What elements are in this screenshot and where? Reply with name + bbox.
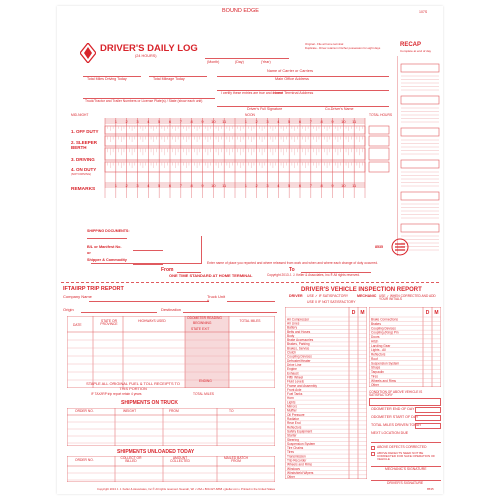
inspection-item: Brake Connections bbox=[371, 317, 398, 322]
inspection-item: Coupling Devices bbox=[287, 354, 312, 359]
inspection-item: Windows bbox=[287, 466, 300, 471]
inspection-item: Roof bbox=[371, 356, 378, 361]
defects-corrected-label: ABOVE DEFECTS CORRECTED bbox=[377, 445, 427, 449]
hour-tick-label-bottom: 4 bbox=[277, 183, 280, 188]
form-number: 107S bbox=[419, 10, 428, 14]
col-d-header: D bbox=[351, 310, 356, 316]
hour-tick-label: 6 bbox=[298, 119, 302, 124]
shipments-on-truck-table[interactable] bbox=[67, 408, 275, 446]
use-x-not-satisfactory: USE X IF NOT SATISFACTORY bbox=[307, 300, 356, 304]
inspection-item: Drive Line bbox=[287, 363, 302, 368]
hour-tick-label: 6 bbox=[168, 119, 172, 124]
total-miles-label: Total Miles Driving Today bbox=[87, 77, 127, 81]
hour-tick-label-bottom: 9 bbox=[201, 183, 204, 188]
inspection-item: Fluid Levels bbox=[287, 379, 305, 384]
hour-tick-label: 10 bbox=[341, 119, 346, 124]
shipments-on-truck-title: SHIPMENTS ON TRUCK bbox=[121, 400, 178, 406]
col-from: FROM bbox=[169, 409, 179, 413]
hour-tick-label-bottom: 7 bbox=[179, 183, 182, 188]
mechanic-label: MECHANIC bbox=[357, 294, 377, 298]
total-miles-today-field[interactable] bbox=[415, 423, 441, 429]
hour-tick-label-bottom: 8 bbox=[190, 183, 193, 188]
inspection-item: Hitch bbox=[371, 339, 379, 344]
hour-tick-label: 1 bbox=[244, 119, 247, 124]
day-label: (Day) bbox=[235, 60, 244, 64]
inspection-item: Lights bbox=[287, 400, 296, 405]
inspection-item: Straps bbox=[371, 365, 381, 370]
inspection-item: Doors bbox=[371, 335, 380, 339]
inspection-item: Other bbox=[287, 475, 295, 479]
row-on-duty: 4. ON DUTY bbox=[71, 167, 97, 172]
stamp-icon bbox=[391, 238, 409, 261]
hour-tick-label: 3 bbox=[266, 119, 269, 124]
inspection-item: Fifth Wheel bbox=[287, 375, 304, 380]
log-title: DRIVER'S DAILY LOG bbox=[100, 43, 198, 54]
shipper-commodity-label: Shipper & Commodity bbox=[87, 258, 127, 262]
enter-name-note: Enter name of place you reported and where released from work and when and where each change of duty occurred. bbox=[207, 261, 378, 265]
col-m-header: M bbox=[434, 310, 439, 316]
inspection-item: Air Compressor bbox=[287, 317, 310, 322]
staple-sub: IF TAX/IRP trip report retain 4 years bbox=[91, 392, 142, 396]
hour-tick-label: 10 bbox=[211, 119, 216, 124]
col-order-no-2: ORDER NO. bbox=[75, 458, 94, 462]
hour-tick-label-bottom: 2 bbox=[255, 183, 258, 188]
inspection-item: Suspension System bbox=[371, 361, 400, 366]
col-total-miles: TOTAL MILES bbox=[239, 319, 261, 323]
inspection-item: Tire Chains bbox=[287, 446, 304, 451]
inspection-item: Frame and Assembly bbox=[287, 383, 317, 388]
total-miles-label-ifta: TOTAL MILES bbox=[193, 392, 215, 396]
staple-note: STAPLE ALL ORIGINAL FUEL & TOLL RECEIPTS TO THIS PORTION bbox=[86, 381, 180, 391]
remarks-label: REMARKS bbox=[71, 187, 96, 192]
inspection-item: Landing Gear bbox=[371, 343, 391, 348]
inspection-item: Windshield Wipers bbox=[287, 471, 314, 476]
recap-title: RECAP bbox=[400, 42, 422, 48]
tractor-numbers-label: Truck/Tractor and Trailer Numbers or License Plate(s) / State (show each unit) bbox=[85, 99, 203, 103]
hour-tick-label: 4 bbox=[277, 119, 280, 124]
inspection-item: Defroster/Heater bbox=[287, 358, 311, 363]
destination-label: Destination bbox=[161, 307, 182, 312]
inspection-item: Fuel Tanks bbox=[287, 392, 303, 397]
hour-tick-label: 7 bbox=[179, 119, 182, 124]
carrier-name-label: Name of Carrier or Carriers bbox=[267, 69, 313, 73]
inspection-item: Tires bbox=[287, 450, 294, 455]
mid-night-label: MID-NIGHT bbox=[71, 113, 89, 117]
hour-tick-label: 8 bbox=[190, 119, 193, 124]
inspection-item: Safety Equipment bbox=[287, 429, 313, 434]
inspection-item: Brake Accessories bbox=[287, 338, 314, 343]
inspection-item: Belts and Hoses bbox=[287, 329, 311, 334]
hour-tick-label-bottom: 3 bbox=[266, 183, 269, 188]
driver-label: DRIVER bbox=[289, 294, 303, 298]
hour-tick-label-bottom: 10 bbox=[341, 183, 346, 188]
inspection-item: Clutch bbox=[287, 350, 297, 355]
hour-tick-label: 2 bbox=[255, 119, 258, 124]
hour-tick-label: 8 bbox=[320, 119, 323, 124]
drivers-signature-label: Driver's Full Signature bbox=[247, 107, 283, 111]
drivers-daily-log-form bbox=[57, 6, 443, 494]
inspection-item: Suspension System bbox=[287, 441, 316, 446]
hour-tick-label: 5 bbox=[288, 119, 291, 124]
origin-label: Origin bbox=[63, 307, 74, 312]
row-on-duty-sub: (NOT DRIVING) bbox=[71, 172, 92, 176]
total-miles-today-label: TOTAL MILES DRIVEN TODAY bbox=[371, 423, 422, 427]
hour-tick-label-bottom: 10 bbox=[211, 183, 216, 188]
hour-tick-label-bottom: 7 bbox=[309, 183, 312, 188]
col-mailed: MAILED BATCH FROM bbox=[223, 456, 249, 464]
hour-tick-label: 11 bbox=[222, 119, 227, 124]
truck-label: Truck Unit # bbox=[207, 294, 226, 303]
hour-tick-label: 5 bbox=[158, 119, 161, 124]
inspection-item: Steering bbox=[287, 437, 299, 442]
hour-tick-label: 3 bbox=[136, 119, 139, 124]
company-label: Company Name bbox=[63, 294, 92, 299]
inspection-item: Rear End bbox=[287, 421, 301, 426]
col-highways: HIGHWAYS USED bbox=[138, 319, 166, 323]
ifta-title: IFTA/IRP TRIP REPORT bbox=[63, 286, 124, 292]
hour-tick-label-bottom: 11 bbox=[352, 183, 357, 188]
inspection-item: Oil Pressure bbox=[287, 412, 305, 417]
inspection-item: Radiator bbox=[287, 417, 300, 422]
hour-tick-label-bottom: 9 bbox=[331, 183, 334, 188]
inspection-title: DRIVER'S VEHICLE INSPECTION REPORT bbox=[301, 287, 422, 293]
inspection-item: Transmission bbox=[287, 454, 306, 459]
footer-copyright: Copyright 2013 J. J. Keller & Associates, Inc.® All rights reserved. Neenah, WI • USA • 800-327-6868 • jjkeller.com • Printed in the United States bbox=[97, 487, 276, 491]
hour-tick-label-bottom: 6 bbox=[298, 183, 302, 188]
home-terminal-label: Home Terminal Address bbox=[273, 91, 314, 95]
total-mileage-label: Total Mileage Today bbox=[153, 77, 185, 81]
certify-label: I certify these entries are true and correct bbox=[221, 91, 283, 95]
col-beginning: BEGINNING bbox=[193, 321, 212, 325]
bl-manifest-label: B/L or Manifest No. bbox=[87, 245, 122, 249]
shipping-docs-label: SHIPPING DOCUMENTS: bbox=[87, 229, 130, 233]
inspection-item: Tarpaulin bbox=[371, 370, 384, 374]
bound-edge-label: BOUND EDGE bbox=[222, 8, 259, 14]
hour-tick-label: 9 bbox=[201, 119, 204, 124]
hour-tick-label: 2 bbox=[125, 119, 128, 124]
hour-tick-label: 1 bbox=[114, 119, 117, 124]
inspection-item: Body bbox=[287, 333, 295, 338]
trailer-inspection-list[interactable] bbox=[369, 307, 441, 387]
inspection-item: Brakes, Service bbox=[287, 346, 310, 351]
col-state-exit: STATE EXIT bbox=[191, 327, 210, 331]
or-label: or bbox=[87, 251, 91, 255]
total-hours-label: TOTAL HOURS bbox=[369, 113, 393, 117]
row-driving: 3. DRIVING bbox=[71, 157, 95, 162]
main-office-label: Main Office Address bbox=[275, 77, 309, 81]
defects-need-not-label: ABOVE DEFECTS NEED NOT BE CORRECTED FOR SAFE OPERATION OF VEHICLE bbox=[377, 451, 436, 461]
hour-tick-label: 11 bbox=[352, 119, 357, 124]
hour-tick-label-bottom: 6 bbox=[168, 183, 172, 188]
col-m-header: M bbox=[360, 310, 365, 316]
inspection-item: Reflectors bbox=[371, 352, 386, 357]
condition-box[interactable] bbox=[369, 398, 441, 406]
copyright-top: Copyright 2013 J. J. Keller & Associates, Inc.® All rights reserved. bbox=[267, 273, 360, 277]
inspection-item: Reflectors bbox=[287, 425, 302, 430]
use-check-satisfactory: USE ✓ IF SATISFACTORY bbox=[307, 294, 349, 298]
inspection-item: Starter bbox=[287, 433, 297, 438]
ending-label: ENDING bbox=[199, 379, 212, 383]
year-label: (Year) bbox=[261, 60, 271, 64]
month-label: (Month) bbox=[207, 60, 220, 64]
odometer-start-field[interactable] bbox=[415, 415, 441, 421]
inspection-item: Front Axle bbox=[287, 387, 302, 392]
hour-tick-label-bottom: 5 bbox=[288, 183, 291, 188]
footer-form-code: 8535 bbox=[427, 487, 434, 491]
inspection-item: Mirrors bbox=[287, 404, 297, 409]
inspection-item: Wheels and Rims bbox=[287, 462, 312, 467]
form-code-top: 8535 bbox=[375, 245, 383, 249]
col-to: TO bbox=[229, 409, 234, 413]
shipments-unloaded-title: SHIPMENTS UNLOADED TODAY bbox=[117, 449, 195, 455]
tractor-inspection-list[interactable] bbox=[285, 307, 367, 479]
logo-icon bbox=[80, 43, 96, 63]
hour-tick-label: 9 bbox=[331, 119, 334, 124]
hour-tick-label-bottom: 2 bbox=[125, 183, 128, 188]
odometer-end-field[interactable] bbox=[415, 407, 441, 413]
hour-tick-label: 7 bbox=[309, 119, 312, 124]
col-order-no: ORDER NO. bbox=[75, 409, 94, 413]
hour-tick-label-bottom: 11 bbox=[222, 183, 227, 188]
hour-tick-label-bottom: 5 bbox=[158, 183, 161, 188]
inspection-item: Tires bbox=[371, 374, 378, 379]
hour-tick-label-bottom: 8 bbox=[320, 183, 323, 188]
inspection-item: Battery bbox=[287, 325, 298, 330]
odometer-end-label: ODOMETER END OF DAY bbox=[371, 407, 415, 411]
use-time-note: ONE TIME STANDARD AT HOME TERMINAL bbox=[169, 273, 253, 278]
inspection-item: Exhaust bbox=[287, 371, 299, 376]
from-label: From bbox=[161, 267, 174, 273]
inspection-item: Muffler bbox=[287, 408, 297, 413]
inspection-item: Horn bbox=[287, 396, 294, 401]
perforation-line bbox=[61, 282, 439, 283]
drivers-signature-label-insp: DRIVER'S SIGNATURE bbox=[387, 481, 424, 485]
row-off-duty: 1. OFF DUTY bbox=[71, 129, 99, 134]
hour-tick-label-bottom: 4 bbox=[147, 183, 150, 188]
hour-tick-label-bottom: 1 bbox=[244, 183, 247, 188]
duty-status-grid[interactable] bbox=[71, 118, 393, 203]
inspection-item: Air Lines bbox=[287, 321, 300, 326]
log-subtitle: (24 HOURS) bbox=[135, 54, 157, 58]
row-sleeper-berth: 2. SLEEPER BERTH bbox=[71, 140, 98, 150]
inspection-item: Engine bbox=[287, 367, 297, 372]
col-date: DATE bbox=[73, 323, 82, 327]
inspection-item: Coupling (King) Pin bbox=[371, 330, 399, 335]
inspection-item: Brakes bbox=[371, 321, 381, 326]
when-corrected-note: USE ✓ WHEN CORRECTED AND ADD YOUR INITIALS bbox=[379, 294, 436, 302]
mechanics-signature-label: MECHANIC'S SIGNATURE bbox=[385, 467, 427, 471]
to-label: To bbox=[289, 267, 295, 273]
odometer-start-label: ODOMETER START OF DAY bbox=[371, 415, 419, 419]
noon-label: NOON bbox=[245, 113, 255, 117]
ifta-table[interactable] bbox=[67, 316, 275, 388]
next-location-label: NEXT LOCATION DUE bbox=[371, 431, 409, 435]
col-collect: COLLECT OR BILLED bbox=[120, 456, 142, 464]
inspection-item: Other bbox=[371, 383, 379, 387]
col-state: STATE OR PROVINCE bbox=[100, 319, 118, 327]
col-odometer: ODOMETER READING bbox=[187, 316, 222, 320]
col-amount: AMOUNT COLLECTED bbox=[170, 456, 190, 464]
hour-tick-label-bottom: 1 bbox=[114, 183, 117, 188]
recap-subtitle: Complete at end of day bbox=[400, 49, 432, 53]
original-note: Original - File at home terminal bbox=[305, 42, 344, 46]
inspection-item: Trip Recorder bbox=[287, 458, 307, 463]
hour-tick-label-bottom: 3 bbox=[136, 183, 139, 188]
hour-tick-label: 4 bbox=[147, 119, 150, 124]
defects-need-not-checkbox[interactable] bbox=[371, 452, 375, 456]
inspection-item: Lights - All bbox=[371, 348, 386, 353]
inspection-item: Wheels and Rims bbox=[371, 378, 396, 383]
co-driver-label: Co-Driver's Name bbox=[325, 107, 354, 111]
inspection-item: Brakes, Parking bbox=[287, 342, 310, 347]
duplicate-note: Duplicate - Driver retains in his/her possession for eight days bbox=[305, 46, 381, 50]
condition-note: CONDITION OF ABOVE VEHICLE IS SATISFACTORY bbox=[369, 390, 423, 398]
recap-column bbox=[397, 56, 441, 256]
col-d-header: D bbox=[425, 310, 430, 316]
inspection-item: Coupling Devices bbox=[371, 326, 396, 331]
col-weight: WEIGHT bbox=[123, 409, 137, 413]
defects-corrected-checkbox[interactable] bbox=[371, 446, 375, 450]
